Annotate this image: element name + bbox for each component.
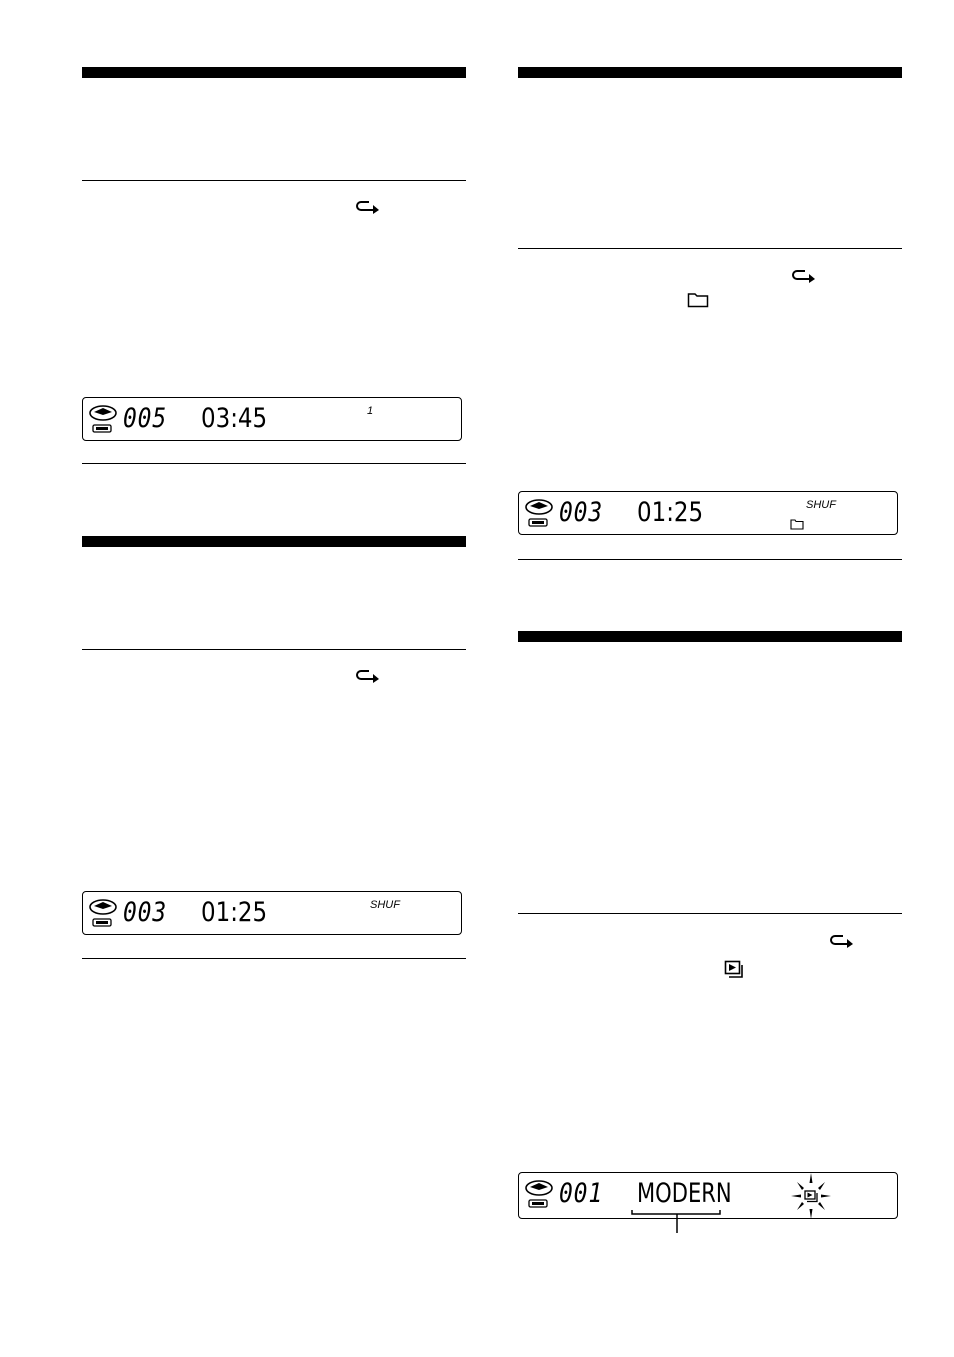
divider-left-2b (82, 958, 466, 959)
disc-icon (88, 403, 120, 435)
repeat-arrow-icon (355, 199, 381, 215)
lcd-display-2 (82, 891, 462, 935)
repeat-arrow-icon (355, 668, 381, 684)
lcd-display-1 (82, 397, 462, 441)
elapsed-time: 01:25 (201, 897, 268, 928)
repeat-arrow-icon (791, 268, 817, 284)
section-rule-left-1 (82, 67, 466, 78)
elapsed-time: 03:45 (201, 403, 268, 434)
disc-icon (524, 1178, 556, 1210)
divider-right-2a (518, 913, 902, 914)
section-rule-right-2 (518, 631, 902, 642)
folder-icon (790, 518, 804, 530)
section-rule-right-1 (518, 67, 902, 78)
shuffle-indicator: SHUF (370, 899, 400, 911)
group-playback-icon (724, 960, 746, 980)
track-number: 005 (123, 403, 168, 434)
track-number: 001 (559, 1178, 604, 1209)
track-number: 003 (559, 497, 604, 528)
divider-right-1b (518, 559, 902, 560)
lcd-display-3 (518, 491, 898, 535)
divider-left-2a (82, 649, 466, 650)
divider-left-1a (82, 180, 466, 181)
repeat-arrow-icon (829, 933, 855, 949)
track-number: 003 (123, 897, 168, 928)
flashing-group-icon (789, 1171, 833, 1221)
divider-left-1b (82, 463, 466, 464)
disc-icon (88, 897, 120, 929)
name-callout-bracket (630, 1208, 722, 1234)
repeat-mode-indicator: 1 (367, 405, 374, 417)
section-rule-left-2 (82, 536, 466, 547)
elapsed-time: 01:25 (637, 497, 704, 528)
folder-icon (687, 291, 709, 308)
shuffle-indicator: SHUF (806, 499, 836, 511)
divider-right-1a (518, 248, 902, 249)
disc-icon (524, 497, 556, 529)
group-name: MODERN (637, 1178, 732, 1209)
